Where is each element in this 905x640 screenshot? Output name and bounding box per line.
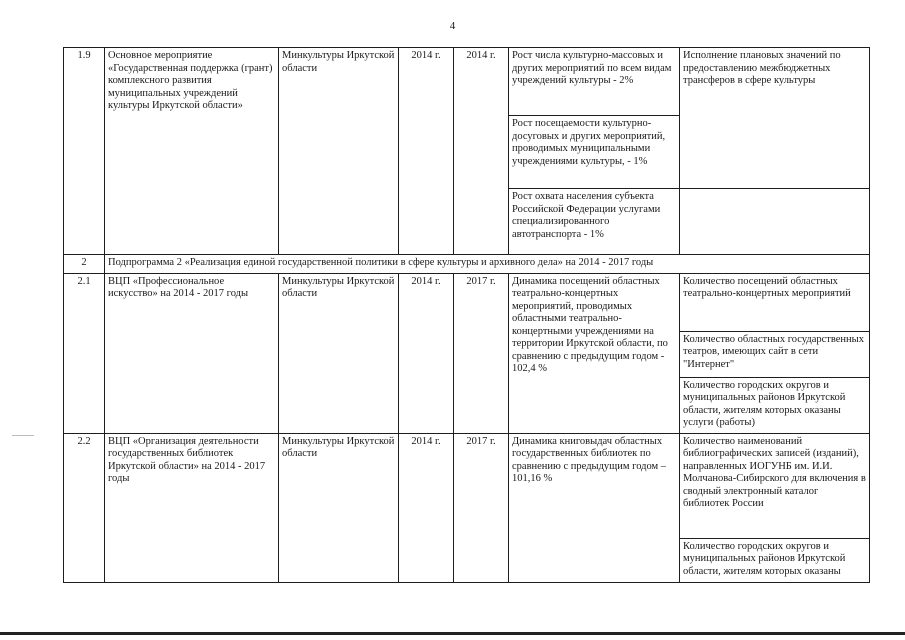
- start-year: 2014 г.: [399, 273, 454, 433]
- measure-name: Основное мероприятие «Государственная поддержка (грант) комплексного развития муниципальных учреждений культуры Иркутской области»: [105, 48, 279, 255]
- end-year: 2017 г.: [454, 433, 509, 582]
- end-year: 2017 г.: [454, 273, 509, 433]
- executor: Минкультуры Иркутской области: [279, 48, 399, 255]
- row-number: 2: [64, 255, 105, 274]
- page-bottom-edge: [0, 632, 905, 635]
- table-row: [64, 255, 870, 274]
- start-year: 2014 г.: [399, 433, 454, 582]
- expected-result: Динамика посещений областных театрально-концертных мероприятий, проводимых областными театрально-концертными учреждениями на территории Иркутской области, по сравнению с предыдущим годом - 102,4 %: [509, 273, 680, 433]
- target-indicator: Количество городских округов и муниципальных районов Иркутской области, жителям которых оказаны услуги (работы): [680, 377, 870, 433]
- table-row: [64, 433, 870, 538]
- row-number: 2.1: [64, 273, 105, 433]
- expected-result: Рост посещаемости культурно-досуговых и других мероприятий, проводимых муниципальными учреждениями культуры, - 1%: [509, 116, 680, 189]
- expected-result: Рост числа культурно-массовых и других мероприятий по всем видам учреждений культуры - 2%: [509, 48, 680, 116]
- row-number: 1.9: [64, 48, 105, 255]
- measure-name: ВЦП «Организация деятельности государственных библиотек Иркутской области» на 2014 - 2017 годы: [105, 433, 279, 582]
- subprogram-title: Подпрограмма 2 «Реализация единой государственной политики в сфере культуры и архивного дела» на 2014 - 2017 годы: [105, 255, 870, 274]
- target-indicator: Количество городских округов и муниципальных районов Иркутской области, жителям которых оказаны: [680, 538, 870, 582]
- target-indicator: Исполнение плановых значений по предоставлению межбюджетных трансферов в сфере культуры: [680, 48, 870, 189]
- table-row: [64, 48, 870, 116]
- empty-cell: [680, 189, 870, 255]
- program-table: [63, 47, 870, 583]
- target-indicator: Количество областных государственных театров, имеющих сайт в сети "Интернет": [680, 331, 870, 377]
- row-number: 2.2: [64, 433, 105, 582]
- expected-result: Динамика книговыдач областных государственных библиотек по сравнению с предыдущим годом – 101,16 %: [509, 433, 680, 582]
- executor: Минкультуры Иркутской области: [279, 433, 399, 582]
- scan-artifact: [12, 435, 34, 436]
- end-year: 2014 г.: [454, 48, 509, 255]
- table-row: [64, 273, 870, 331]
- target-indicator: Количество наименований библиографических записей (изданий), направленных ИОГУНБ им. И.И. Молчанова-Сибирского для включения в сводный электронный каталог библиотек России: [680, 433, 870, 538]
- start-year: 2014 г.: [399, 48, 454, 255]
- executor: Минкультуры Иркутской области: [279, 273, 399, 433]
- page-number: 4: [449, 20, 456, 32]
- measure-name: ВЦП «Профессиональное искусство» на 2014 - 2017 годы: [105, 273, 279, 433]
- expected-result: Рост охвата населения субъекта Российской Федерации услугами специализированного автотранспорта - 1%: [509, 189, 680, 255]
- target-indicator: Количество посещений областных театрально-концертных мероприятий: [680, 273, 870, 331]
